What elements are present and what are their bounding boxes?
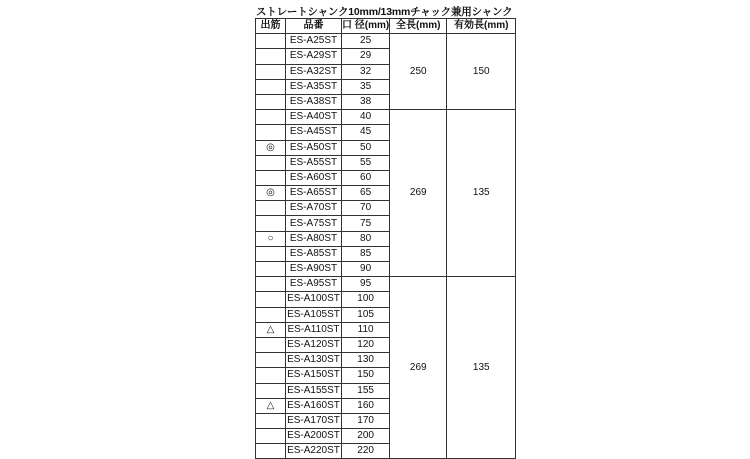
model-cell: ES-A40ST <box>286 110 342 125</box>
model-cell: ES-A110ST <box>286 322 342 337</box>
model-cell: ES-A80ST <box>286 231 342 246</box>
diameter-cell: 25 <box>342 34 390 49</box>
mark-cell <box>256 64 286 79</box>
model-cell: ES-A170ST <box>286 413 342 428</box>
header-total-length: 全長(mm) <box>390 19 447 34</box>
model-cell: ES-A200ST <box>286 429 342 444</box>
header-model: 品番 <box>286 19 342 34</box>
table-row <box>256 277 516 292</box>
header-effective-length: 有効長(mm) <box>447 19 516 34</box>
model-cell: ES-A65ST <box>286 186 342 201</box>
diameter-cell: 155 <box>342 383 390 398</box>
diameter-cell: 29 <box>342 49 390 64</box>
table-body <box>256 34 516 459</box>
effective-length-cell: 135 <box>447 277 516 459</box>
mark-cell <box>256 337 286 352</box>
diameter-cell: 160 <box>342 398 390 413</box>
mark-cell <box>256 216 286 231</box>
model-cell: ES-A70ST <box>286 201 342 216</box>
mark-cell <box>256 246 286 261</box>
mark-cell <box>256 277 286 292</box>
mark-cell <box>256 34 286 49</box>
diameter-cell: 200 <box>342 429 390 444</box>
model-cell: ES-A120ST <box>286 337 342 352</box>
header-mark: 出筋 <box>256 19 286 34</box>
diameter-cell: 90 <box>342 262 390 277</box>
diameter-cell: 95 <box>342 277 390 292</box>
diameter-cell: 105 <box>342 307 390 322</box>
model-cell: ES-A105ST <box>286 307 342 322</box>
diameter-cell: 35 <box>342 79 390 94</box>
diameter-cell: 100 <box>342 292 390 307</box>
model-cell: ES-A25ST <box>286 34 342 49</box>
mark-cell <box>256 94 286 109</box>
model-cell: ES-A155ST <box>286 383 342 398</box>
diameter-cell: 130 <box>342 353 390 368</box>
mark-cell <box>256 262 286 277</box>
diameter-cell: 75 <box>342 216 390 231</box>
model-cell: ES-A95ST <box>286 277 342 292</box>
mark-cell <box>256 49 286 64</box>
mark-cell <box>256 125 286 140</box>
model-cell: ES-A55ST <box>286 155 342 170</box>
diameter-cell: 150 <box>342 368 390 383</box>
mark-cell <box>256 413 286 428</box>
effective-length-cell: 150 <box>447 34 516 110</box>
spec-table <box>255 18 516 459</box>
diameter-cell: 70 <box>342 201 390 216</box>
mark-cell <box>256 155 286 170</box>
mark-cell: ◎ <box>256 186 286 201</box>
model-cell: ES-A130ST <box>286 353 342 368</box>
model-cell: ES-A90ST <box>286 262 342 277</box>
model-cell: ES-A50ST <box>286 140 342 155</box>
model-cell: ES-A60ST <box>286 170 342 185</box>
header-diameter: 口 径(mm) <box>342 19 390 34</box>
mark-cell <box>256 307 286 322</box>
model-cell: ES-A85ST <box>286 246 342 261</box>
model-cell: ES-A32ST <box>286 64 342 79</box>
mark-cell <box>256 429 286 444</box>
diameter-cell: 60 <box>342 170 390 185</box>
total-length-cell: 269 <box>390 277 447 459</box>
mark-cell <box>256 292 286 307</box>
diameter-cell: 50 <box>342 140 390 155</box>
table-title: ストレートシャンク10mm/13mmチャック兼用シャンク <box>256 6 513 18</box>
effective-length-cell: 135 <box>447 110 516 277</box>
diameter-cell: 120 <box>342 337 390 352</box>
mark-cell <box>256 353 286 368</box>
mark-cell <box>256 79 286 94</box>
mark-cell: △ <box>256 398 286 413</box>
diameter-cell: 32 <box>342 64 390 79</box>
model-cell: ES-A150ST <box>286 368 342 383</box>
model-cell: ES-A35ST <box>286 79 342 94</box>
diameter-cell: 85 <box>342 246 390 261</box>
mark-cell <box>256 368 286 383</box>
diameter-cell: 55 <box>342 155 390 170</box>
diameter-cell: 38 <box>342 94 390 109</box>
diameter-cell: 220 <box>342 444 390 459</box>
table-row <box>256 34 516 49</box>
mark-cell <box>256 201 286 216</box>
mark-cell <box>256 170 286 185</box>
diameter-cell: 80 <box>342 231 390 246</box>
mark-cell: △ <box>256 322 286 337</box>
diameter-cell: 110 <box>342 322 390 337</box>
mark-cell <box>256 383 286 398</box>
total-length-cell: 269 <box>390 110 447 277</box>
model-cell: ES-A160ST <box>286 398 342 413</box>
mark-cell: ○ <box>256 231 286 246</box>
header-row <box>256 19 516 34</box>
model-cell: ES-A220ST <box>286 444 342 459</box>
diameter-cell: 170 <box>342 413 390 428</box>
model-cell: ES-A29ST <box>286 49 342 64</box>
model-cell: ES-A75ST <box>286 216 342 231</box>
model-cell: ES-A100ST <box>286 292 342 307</box>
model-cell: ES-A38ST <box>286 94 342 109</box>
mark-cell: ◎ <box>256 140 286 155</box>
diameter-cell: 65 <box>342 186 390 201</box>
diameter-cell: 45 <box>342 125 390 140</box>
mark-cell <box>256 444 286 459</box>
mark-cell <box>256 110 286 125</box>
table-row <box>256 110 516 125</box>
diameter-cell: 40 <box>342 110 390 125</box>
model-cell: ES-A45ST <box>286 125 342 140</box>
total-length-cell: 250 <box>390 34 447 110</box>
